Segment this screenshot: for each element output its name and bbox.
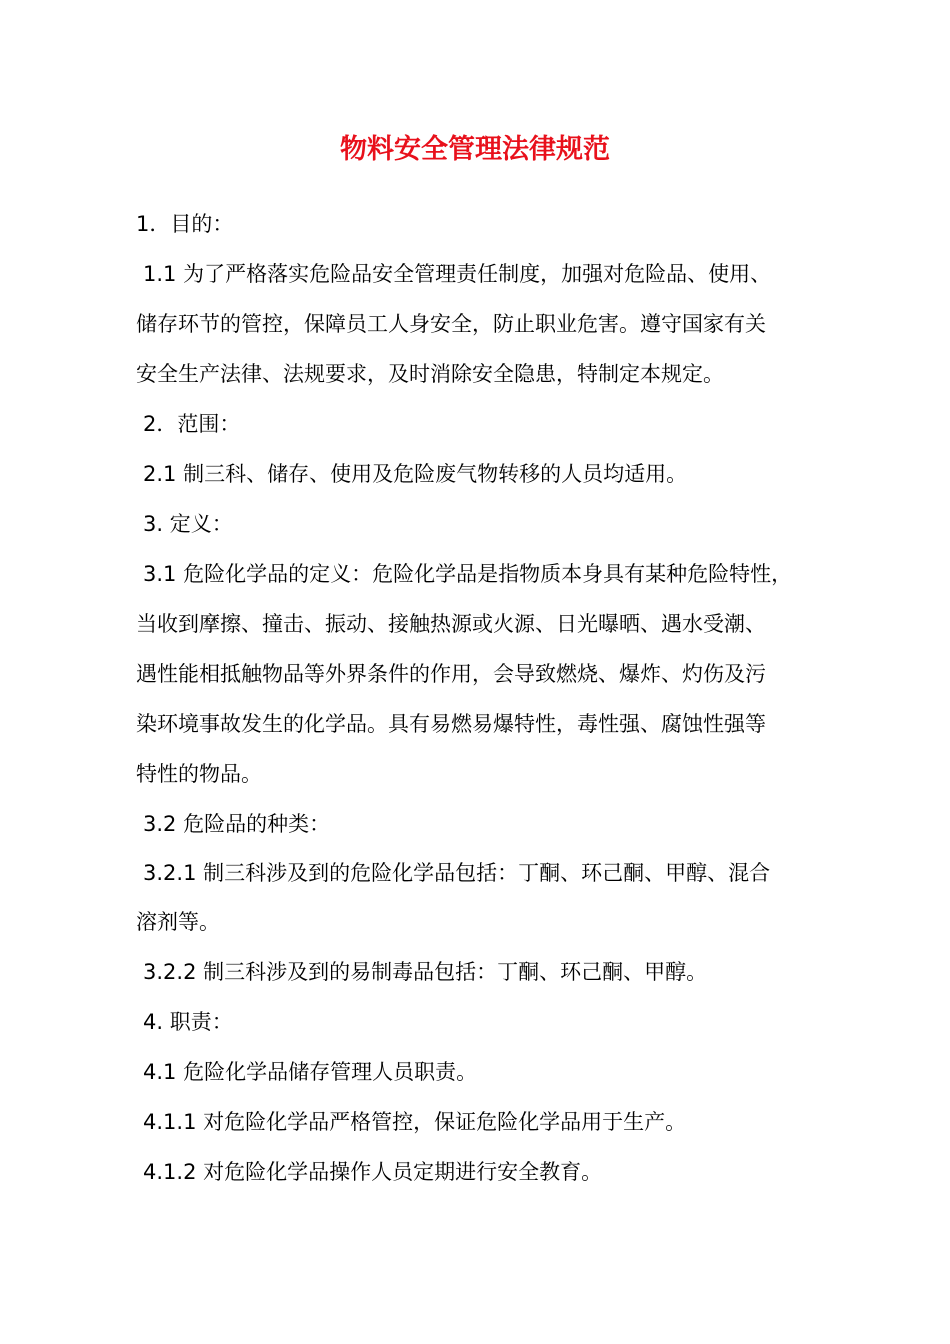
- section-heading: 3. 定义：: [143, 512, 233, 536]
- section-heading: 1．目的：: [136, 212, 234, 236]
- paragraph-line: 3.2.1 制三科涉及到的危险化学品包括：丁酮、环己酮、甲醇、混合: [143, 861, 771, 885]
- paragraph-line: 4.1 危险化学品储存管理人员职责。: [143, 1060, 478, 1084]
- paragraph-line: 特性的物品。: [136, 762, 262, 786]
- paragraph-line: 1.1 为了严格落实危险品安全管理责任制度，加强对危险品、使用、: [143, 262, 772, 286]
- document-title: 物料安全管理法律规范: [340, 134, 610, 165]
- paragraph-line: 4.1.2 对危险化学品操作人员定期进行安全教育。: [143, 1160, 603, 1184]
- paragraph-line: 染环境事故发生的化学品。具有易燃易爆特性，毒性强、腐蚀性强等: [136, 712, 766, 736]
- paragraph-line: 安全生产法律、法规要求，及时消除安全隐患，特制定本规定。: [136, 362, 724, 386]
- paragraph-line: 3.2.2 制三科涉及到的易制毒品包括：丁酮、环己酮、甲醇。: [143, 960, 708, 984]
- paragraph-line: 溶剂等。: [136, 910, 220, 934]
- subsection-heading: 3.2 危险品的种类：: [143, 812, 331, 836]
- paragraph-line: 当收到摩擦、撞击、振动、接触热源或火源、日光曝晒、遇水受潮、: [136, 612, 766, 636]
- paragraph-line: 储存环节的管控，保障员工人身安全，防止职业危害。遵守国家有关: [136, 312, 766, 336]
- paragraph-line: 4.1.1 对危险化学品严格管控，保证危险化学品用于生产。: [143, 1110, 687, 1134]
- paragraph-line: 遇性能相抵触物品等外界条件的作用，会导致燃烧、爆炸、灼伤及污: [136, 662, 766, 686]
- section-heading: 2．范围：: [143, 412, 241, 436]
- paragraph-line: 2.1 制三科、储存、使用及危险废气物转移的人员均适用。: [143, 462, 688, 486]
- paragraph-line: 3.1 危险化学品的定义：危险化学品是指物质本身具有某种危险特性，: [143, 562, 793, 586]
- section-heading: 4. 职责：: [143, 1010, 233, 1034]
